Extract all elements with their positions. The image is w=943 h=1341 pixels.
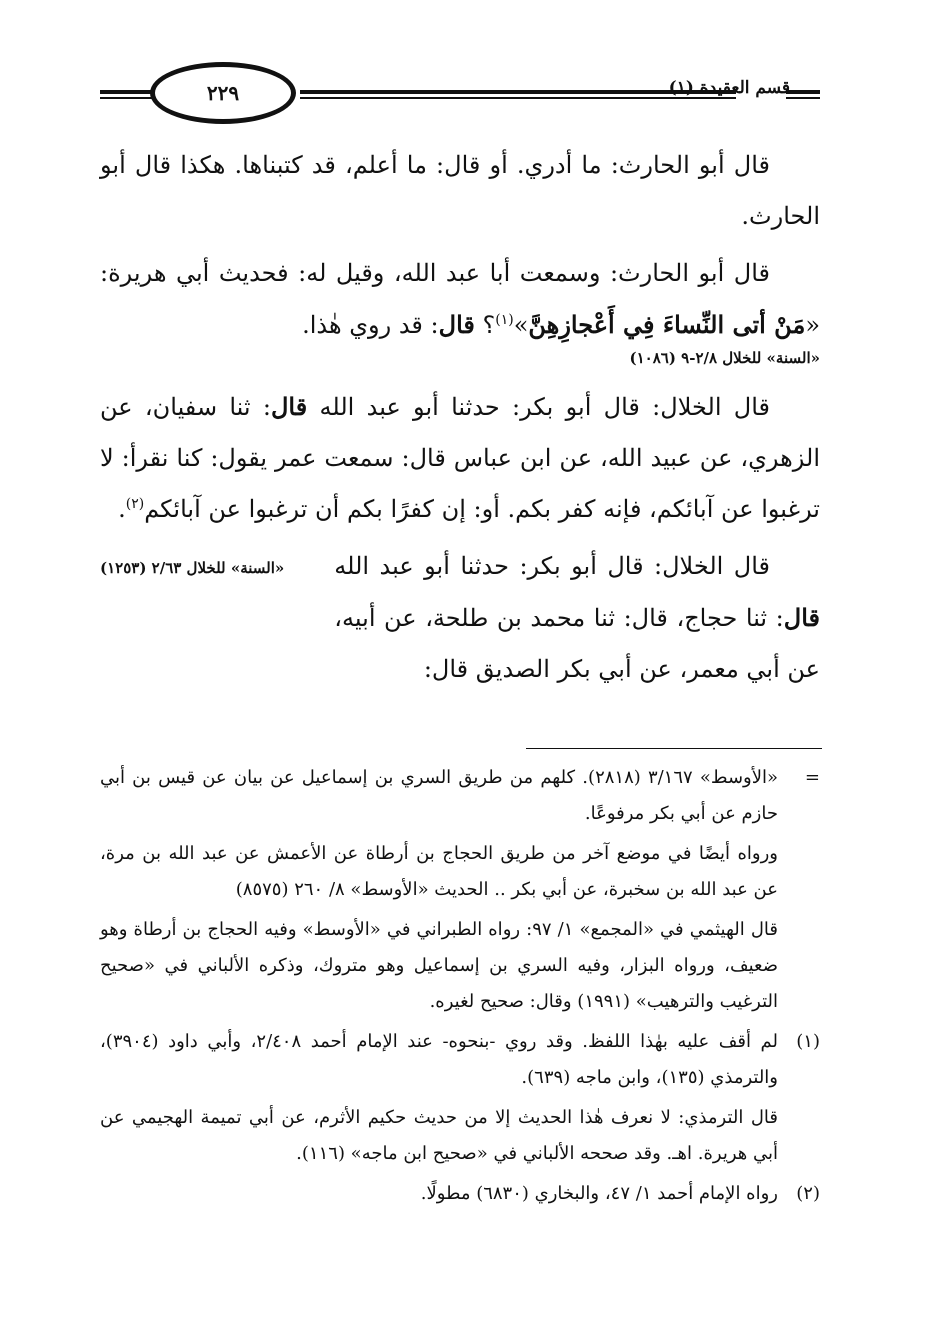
main-text bbox=[100, 140, 820, 701]
hadith-quote: مَنْ أتى النِّساءَ فِي أَعْجازِهِنَّ bbox=[528, 310, 806, 339]
footnote-paragraph: قال الترمذي: لا نعرف هٰذا الحديث إلا من حديث حكيم الأثرم، عن أبي تميمة الهجيمي عن أبي هريرة. اهـ. وقد صححه الألباني في «صحيح ابن ماجه» (١١٦). bbox=[100, 1107, 778, 1164]
page-header bbox=[100, 62, 820, 126]
footnote-1-mark: (١) bbox=[796, 1031, 820, 1052]
header-rule-left bbox=[100, 90, 152, 99]
footnote-2: (٢) رواه الإمام أحمد ١/ ٤٧، والبخاري (٦٨٣٠) مطولًا. bbox=[100, 1176, 820, 1212]
footnote-paragraph: ورواه أيضًا في موضع آخر من طريق الحجاج بن أرطاة عن الأعمش عن عبد الله بن مرة، عن عبد الله بن سخبرة، عن أبي بكر .. الحديث «الأوسط» ٨/ ٢٦٠ (٨٥٧٥) bbox=[100, 843, 778, 900]
footnote-ref-1: (١) bbox=[495, 312, 514, 328]
continuation-mark: = bbox=[804, 767, 820, 788]
paragraph-4: قال الخلال: قال أبو بكر: حدثنا أبو عبد الله قال: ثنا حجاج، قال: ثنا محمد بن طلحة، عن أبيه، عن أبي معمر، عن أبي بكر الصديق قال: bbox=[334, 552, 820, 683]
footnote-1: (١) لم أقف عليه بهٰذا اللفظ. وقد روي -بنحوه- عند الإمام أحمد ٢/٤٠٨، وأبي داود (٣٩٠٤)، والترمذي (١٣٥)، وابن ماجه (٦٣٩). bbox=[100, 1024, 820, 1096]
running-title: قسم العقيدة (١) bbox=[668, 78, 790, 98]
paragraph-1: قال أبو الحارث: ما أدري. أو قال: ما أعلم، قد كتبناها. هكذا قال أبو الحارث. bbox=[100, 151, 820, 230]
header-rule-right bbox=[786, 90, 820, 99]
footnote-continuation: = «الأوسط» ٣/١٦٧ (٢٨١٨). كلهم من طريق السري بن إسماعيل عن بيان عن قيس بن أبي حازم عن أبي بكر مرفوعًا. bbox=[100, 760, 820, 832]
footnotes bbox=[100, 760, 820, 1216]
footnote-2-mark: (٢) bbox=[796, 1183, 820, 1204]
paragraph-3: قال الخلال: قال أبو بكر: حدثنا أبو عبد الله قال: ثنا سفيان، عن الزهري، عن عبيد الله، عن ابن عباس قال: سمعت عمر يقول: كنا نقرأ: لا ترغبوا عن آبائكم، فإنه كفر بكم. أو: إن كفرًا بكم أن ترغبوا عن آبائكم$^{(٢)}$. «السنة» للخلال ٢/٦٣ (١٢٥٣) bbox=[100, 381, 820, 535]
footnote-ref-2: (٢) bbox=[125, 496, 145, 512]
paragraph-2: قال أبو الحارث: وسمعت أبا عبد الله، وقيل له: فحديث أبي هريرة: «مَنْ أتى النِّساءَ فِي أَعْجازِهِنَّ»$^{(١)}$؟ قال: قد روي هٰذا. bbox=[100, 259, 820, 339]
page-number: ٢٢٩ bbox=[150, 62, 296, 124]
footnote-divider bbox=[526, 748, 822, 749]
source-citation-2: «السنة» للخلال ٢/٦٣ (١٢٥٣) bbox=[100, 559, 285, 577]
footnote-paragraph: قال الهيثمي في «المجمع» ١/ ٩٧: رواه الطبراني في «الأوسط» وفيه الحجاج بن أرطاة وهو ضعيف، ورواه البزار، وفيه السري بن إسماعيل وهو متروك، وذكره الألباني في «صحيح الترغيب والترهيب» (١٩٩١) وقال: صحيح لغيره. bbox=[100, 919, 778, 1012]
source-citation-1: «السنة» للخلال ٢/٨-٩ (١٠٨٦) bbox=[629, 349, 820, 367]
